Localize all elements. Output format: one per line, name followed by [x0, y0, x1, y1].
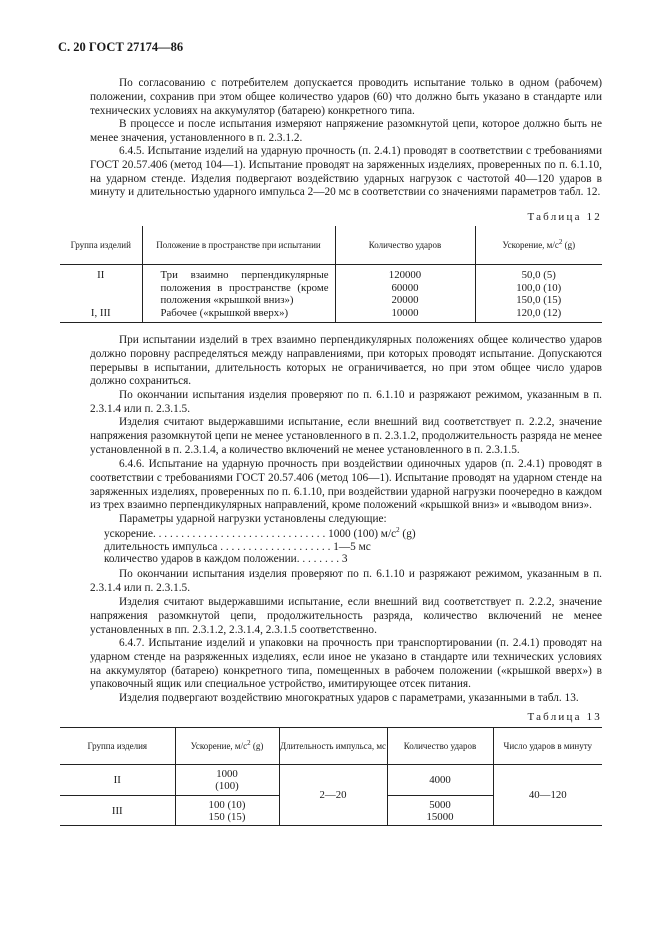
table-row — [60, 765, 602, 796]
table-header-cell: Длительность импульса, мс — [279, 728, 387, 765]
table-cell-accel: 1000 (100) — [175, 765, 279, 796]
paragraph: Изделия подвергают воздействию многократных ударов с параметрами, указанными в табл. 13. — [119, 692, 579, 704]
table-header-cell: Группа изделия — [60, 728, 175, 765]
table-13 — [60, 727, 602, 826]
paragraph: 6.4.7. Испытание изделий и упаковки на прочность при транспортировании (п. 2.4.1) проводят на ударном стенде на разряженных изделиях, если иное не указано в стандарте или технических условиях на аккумулятор (батарею) конкретного типа, помещенных в рабочем положении («крышкой вверх») в упаковочный ящик или специальное устройство, имитирующее отсек питания. — [90, 637, 602, 691]
param-duration: длительность импульса . . . . . . . . . . . . . . . . . . . . 1—5 мс — [104, 540, 371, 553]
table-cell-position: Рабочее («крышкой вверх») — [142, 307, 335, 323]
paragraph: Изделия считают выдержавшими испытание, если внешний вид соответствует п. 2.2.2, значение напряжения разомкнутой цепи, продолжительность разряда, количество включений не менее установленных в пп. 2.3.1.2, 2.3.1.4, 2.3.1.5 соответственно. — [90, 596, 602, 636]
table-row — [60, 265, 602, 307]
table-header-row — [60, 728, 602, 765]
table-cell-count: 5000 15000 — [387, 796, 493, 826]
param-count: количество ударов в каждом положении. . . . . . . . 3 — [104, 553, 348, 565]
paragraph: 6.4.6. Испытание на ударную прочность при воздействии одиночных ударов (п. 2.4.1) проводят в соответствии с требованиями ГОСТ 20.57.406 (метод 106—1). Испытание проводят на ударном стенде на заряженных изделиях, проверенных по п. 6.1.10, при воздействии ударной нагрузки поочередно в каждом из трех взаимно перпендикулярных направлений, кроме положений «крышкой вниз» и «выводом вниз». — [90, 458, 602, 512]
table-cell-accels: 50,0 (5) 100,0 (10) 150,0 (15) — [475, 265, 602, 307]
table-cell-group: I, III — [60, 307, 142, 323]
table-cell-position: Три взаимно перпендикулярные положения в пространстве (кроме положения «крышкой вниз») — [142, 265, 335, 307]
table-cell-duration: 2—20 — [279, 765, 387, 826]
table-header-cell: Количество ударов — [387, 728, 493, 765]
table-cell-group: II — [60, 765, 175, 796]
paragraph: По согласованию с потребителем допускается проводить испытание только в одном (рабочем) положении, сохранив при этом общее количество ударов (60) что должно быть указано в стандарте или технических условиях на аккумулятор (батарею) конкретного типа. — [90, 77, 602, 117]
paragraph: Параметры ударной нагрузки установлены следующие: — [119, 513, 387, 525]
impact-parameters — [104, 528, 416, 566]
table-cell-per-minute: 40—120 — [493, 765, 602, 826]
table-header-cell: Число ударов в минуту — [493, 728, 602, 765]
page-header: С. 20 ГОСТ 27174—86 — [58, 40, 184, 54]
table-cell-count: 4000 — [387, 765, 493, 796]
table-cell-group: III — [60, 796, 175, 826]
table-12 — [60, 226, 602, 323]
table-row — [60, 307, 602, 323]
table-cell-accel: 100 (10) 150 (15) — [175, 796, 279, 826]
table-header-cell: Ускорение, $м/с^2$ (g) — [175, 728, 279, 765]
table-cell-accels: 120,0 (12) — [475, 307, 602, 323]
param-accel: ускорение. . . . . . . . . . . . . . . . . . . . . . . . . . . . . . . 1000 (100) $м/с^2$ (g) — [104, 526, 416, 540]
table-cell-counts: 10000 — [335, 307, 475, 323]
paragraph: По окончании испытания изделия проверяют по п. 6.1.10 и разряжают режимом, указанным в п. 2.3.1.4 или п. 2.3.1.5. — [90, 568, 602, 594]
table-header-cell: Количество ударов — [335, 226, 475, 265]
paragraph: При испытании изделий в трех взаимно перпендикулярных положениях общее количество ударов должно поровну распределяться между направлениями, при которых проводят испытание. Допускаются перерывы в испытании, длительность которых не ограничивается, но при этом общее число ударов должно сохраниться. — [90, 334, 602, 388]
table-header-cell: Положение в пространстве при испытании — [142, 226, 335, 265]
table-header-cell: Группа изделий — [60, 226, 142, 265]
table-cell-counts: 120000 60000 20000 — [335, 265, 475, 307]
paragraph: В процессе и после испытания измеряют напряжение разомкнутой цепи, которое должно быть не менее значения, установленного в п. 2.3.1.2. — [90, 118, 602, 144]
paragraph: По окончании испытания изделия проверяют по п. 6.1.10 и разряжают режимом, указанным в п. 2.3.1.4 или п. 2.3.1.5. — [90, 389, 602, 415]
table-cell-group: II — [97, 269, 105, 281]
table-header-cell: Ускорение, $м/с^2$ (g) — [475, 226, 602, 265]
table-12-caption: Таблица 12 — [527, 211, 602, 223]
table-header-row — [60, 226, 602, 265]
table-13-caption: Таблица 13 — [527, 711, 602, 723]
paragraph: 6.4.5. Испытание изделий на ударную прочность (п. 2.4.1) проводят в соответствии с требованиями ГОСТ 20.57.406 (метод 104—1). Испытание проводят на заряженных изделиях, проверенных по п. 6.1.10, на ударном стенде. Изделия подвергают воздействию ударных нагрузок с частотой 40—120 ударов в минуту и длительностью ударного импульса 2—20 мс в соответствии со значениями параметров табл. 12. — [90, 145, 602, 199]
paragraph: Изделия считают выдержавшими испытание, если внешний вид соответствует п. 2.2.2, значение напряжения разомкнутой цепи не менее установленного в п. 2.3.1.2, продолжительность разряда не менее установленной в п. 2.3.1.4, а количество включений не менее установленного в п. 2.3.1.5. — [90, 416, 602, 456]
